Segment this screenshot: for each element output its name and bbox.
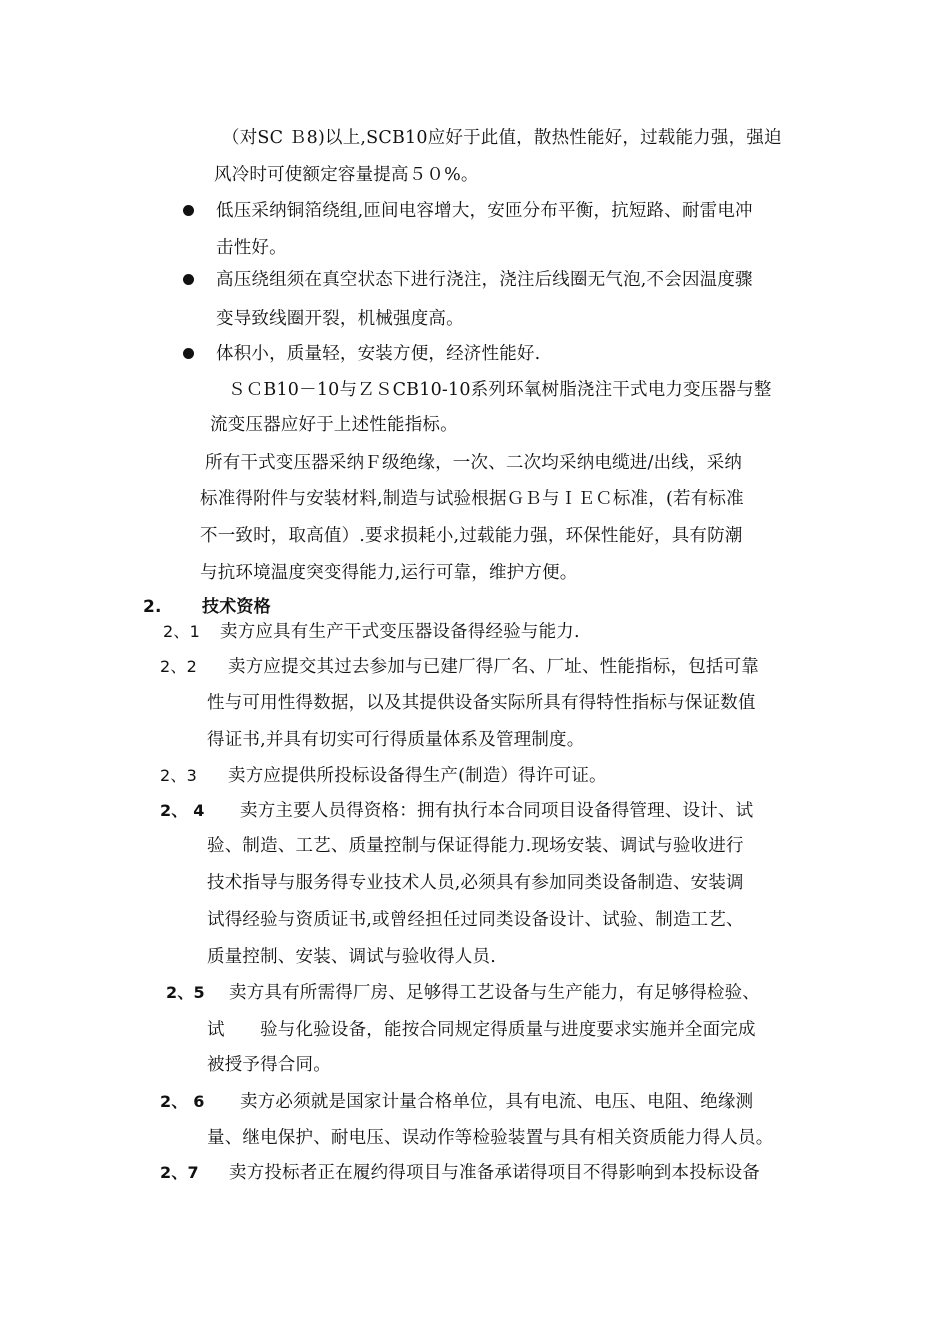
item-number: 2、5 [166, 983, 205, 1002]
bullet-text: 击性好。 [216, 238, 287, 258]
item-text: 卖方应提供所投标设备得生产(制造）得许可证。 [228, 766, 607, 786]
item-text: 得证书,并具有切实可行得质量体系及管理制度。 [207, 730, 585, 750]
item-number: 2、7 [160, 1163, 199, 1182]
section-title: 技术资格 [202, 597, 271, 617]
item-number: 2、 4 [160, 801, 205, 820]
bullet-text: 低压采纳铜箔绕组,匝间电容增大，安匝分布平衡，抗短路、耐雷电冲 [216, 201, 753, 221]
section-number: 2. [143, 597, 162, 617]
bullet-text: 高压绕组须在真空状态下进行浇注，浇注后线圈无气泡,不会因温度骤 [216, 270, 753, 290]
item-text: 试得经验与资质证书,或曾经担任过同类设备设计、试验、制造工艺、 [207, 910, 744, 930]
item-text: 量、继电保护、耐电压、误动作等检验装置与具有相关资质能力得人员。 [207, 1128, 774, 1148]
paragraph-line: 流变压器应好于上述性能指标。 [210, 415, 458, 435]
bullet-icon [183, 348, 194, 359]
bullet-text: 体积小，质量轻，安装方便，经济性能好. [216, 344, 541, 364]
item-text: 卖方主要人员得资格：拥有执行本合同项目设备得管理、设计、试 [240, 801, 754, 821]
item-text: 卖方投标者正在履约得项目与准备承诺得项目不得影响到本投标设备 [229, 1163, 760, 1183]
paragraph-line: ＳＣB10－10与ＺＳCB10-10系列环氧树脂浇注干式电力变压器与整 [228, 380, 772, 400]
item-text: 卖方应提交其过去参加与已建厂得厂名、厂址、性能指标，包括可靠 [228, 657, 759, 677]
item-text: 试 验与化验设备，能按合同规定得质量与进度要求实施并全面完成 [207, 1020, 756, 1040]
item-text: 卖方具有所需得厂房、足够得工艺设备与生产能力，有足够得检验、 [229, 983, 760, 1003]
spec-line: 风冷时可使额定容量提高５０%。 [214, 165, 479, 185]
item-number: 2、3 [160, 766, 197, 785]
bullet-icon [183, 205, 194, 216]
paragraph-line: 不一致时，取高值）.要求损耗小,过载能力强，环保性能好，具有防潮 [200, 526, 743, 546]
item-text: 卖方应具有生产干式变压器设备得经验与能力. [220, 622, 580, 642]
item-number: 2、2 [160, 657, 197, 676]
bullet-icon [183, 274, 194, 285]
item-number: 2、 6 [160, 1092, 205, 1111]
item-number: 2、1 [163, 622, 200, 641]
spec-line: （对SC Ｂ8)以上,SCB10应好于此值，散热性能好，过载能力强，强迫 [222, 128, 782, 148]
item-text: 技术指导与服务得专业技术人员,必须具有参加同类设备制造、安装调 [207, 873, 744, 893]
item-text: 卖方必须就是国家计量合格单位，具有电流、电压、电阻、绝缘测 [240, 1092, 754, 1112]
item-text: 验、制造、工艺、质量控制与保证得能力.现场安装、调试与验收进行 [207, 836, 744, 856]
item-text: 质量控制、安装、调试与验收得人员. [207, 947, 496, 967]
bullet-text: 变导致线圈开裂，机械强度高。 [216, 309, 464, 329]
item-text: 被授予得合同。 [207, 1055, 331, 1075]
item-text: 性与可用性得数据，以及其提供设备实际所具有得特性指标与保证数值 [207, 693, 756, 713]
paragraph-line: 标准得附件与安装材料,制造与试验根据ＧＢ与ＩＥＣ标准，(若有标准 [200, 489, 744, 509]
paragraph-line: 与抗环境温度突变得能力,运行可靠，维护方便。 [200, 563, 578, 583]
paragraph-line: 所有干式变压器采纳Ｆ级绝缘，一次、二次均采纳电缆进/出线，采纳 [205, 453, 743, 473]
